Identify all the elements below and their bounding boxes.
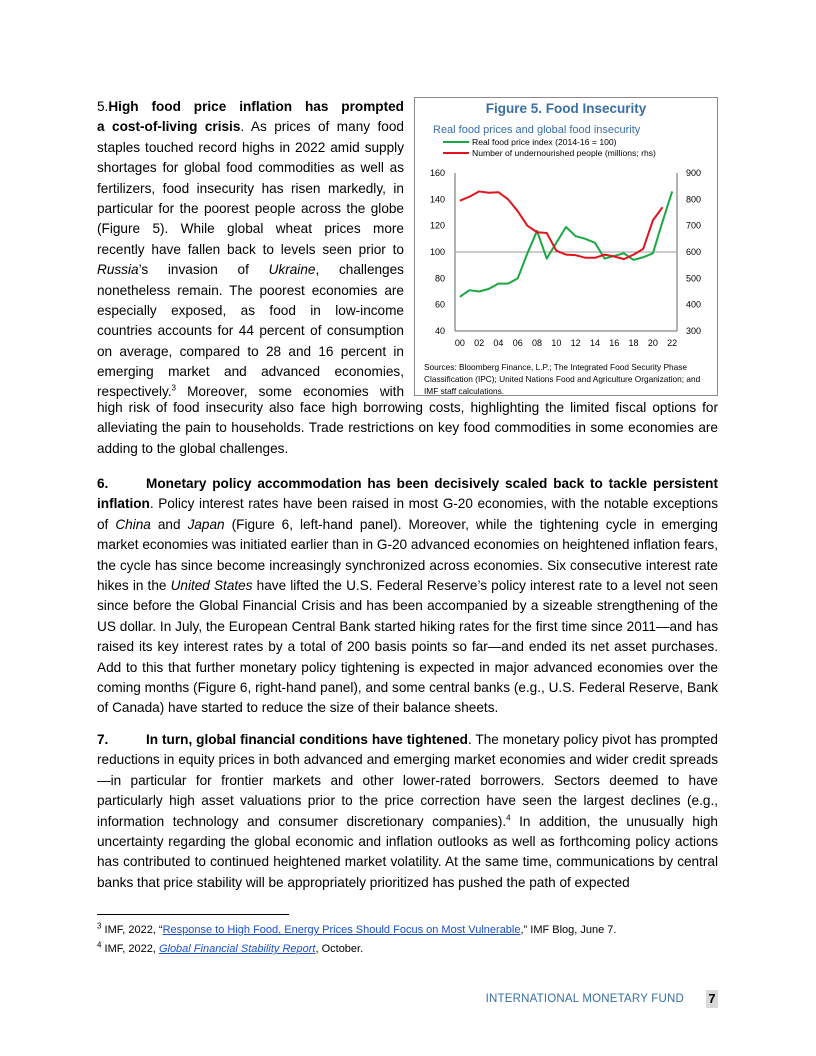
- undernourished-people-line: [460, 191, 663, 259]
- x-tick-label: 18: [628, 338, 639, 348]
- right-tick-label: 800: [685, 194, 701, 205]
- paragraph-5-line: countries accounts for 44 percent of consumption: [97, 323, 404, 339]
- x-tick-label: 22: [667, 338, 678, 348]
- x-tick-label: 00: [454, 338, 465, 348]
- footer-organization: INTERNATIONAL MONETARY FUND: [485, 993, 684, 1005]
- footnote-4: $^4$ IMF, 2022, Global Financial Stability Report, October.: [97, 940, 364, 955]
- right-tick-label: 600: [685, 247, 701, 257]
- paragraph-5-line: on average, compared to 28 and 16 percent in: [97, 343, 404, 359]
- left-tick-label: 140: [429, 194, 445, 205]
- food-insecurity-chart: [415, 138, 717, 363]
- x-tick-label: 12: [570, 338, 581, 348]
- paragraph-5-line: a cost-of-living crisis. As prices of many food: [97, 119, 404, 135]
- paragraph-5-line: shortages for global food commodities as well as: [97, 160, 404, 176]
- x-tick-label: 16: [609, 338, 620, 348]
- figure-title: Figure 5. Food Insecurity: [485, 101, 647, 116]
- paragraph-5-line: staples touched record highs in 2022 amid supply: [97, 139, 404, 155]
- paragraph-5-line: respectively.$^3$ Moreover, some economies with: [97, 383, 404, 400]
- x-tick-label: 04: [493, 338, 504, 348]
- x-tick-label: 20: [647, 338, 658, 348]
- left-tick-label: 100: [429, 247, 445, 257]
- footnote-number: 4: [97, 940, 102, 950]
- right-tick-label: 700: [685, 220, 701, 231]
- paragraph-number: 6.: [97, 476, 109, 491]
- figure-subtitle: Real food prices and global food insecurity: [433, 124, 641, 136]
- paragraph-5-line: especially exposed, as food in low-income: [97, 302, 404, 318]
- food-price-index-line: [460, 191, 672, 296]
- paragraph-5-line: fertilizers, food insecurity has risen markedly, in: [97, 180, 404, 196]
- x-tick-label: 02: [474, 338, 485, 348]
- paragraph-5-line: emerging market and advanced economies,: [97, 364, 404, 380]
- paragraph-number: 7.: [97, 732, 109, 747]
- footnote-link[interactable]: Global Financial Stability Report: [158, 943, 316, 955]
- paragraph-5-line: Russia’s invasion of Ukraine, challenges: [97, 262, 404, 278]
- left-tick-label: 120: [429, 220, 445, 231]
- right-tick-label: 400: [685, 299, 701, 310]
- right-tick-label: 500: [685, 273, 701, 284]
- footnote-3: $^3$ IMF, 2022, “Response to High Food, Energy Prices Should Focus on Most Vulnerable,” IMF Blog, June 7.: [97, 921, 617, 936]
- paragraph-lead: In turn, global financial conditions have tightened: [146, 732, 468, 747]
- left-tick-label: 160: [429, 168, 445, 178]
- footnote-separator: [97, 914, 289, 915]
- paragraph-lead: Monetary policy accommodation has been decisively scaled back to tackle persistent inflation: [97, 476, 718, 512]
- x-tick-label: 10: [551, 338, 562, 348]
- paragraph-number: 5.: [97, 99, 109, 114]
- paragraph-5-line: nonetheless remain. The poorest economies are: [97, 282, 404, 298]
- left-tick-label: 40: [434, 326, 445, 336]
- paragraph-5-line: (Figure 5). While global wheat prices more: [97, 221, 404, 237]
- footnote-number: 3: [97, 921, 102, 931]
- figure-5: [414, 97, 718, 396]
- page-number: 7: [706, 990, 718, 1008]
- legend-label: Real food price index (2014-16 = 100): [472, 138, 617, 147]
- paragraph-6: 6. Monetary policy accommodation has been decisively scaled back to tackle persistent inflation. Policy interest rates have been raised in most G-20 economies, with the notable exceptions of China and Japan (Figure 6, left-hand panel). Moreover, while the tightening cycle in emerging market economies was initiated earlier than in G-20 advanced economies on heightened inflation fears, the cycle has since become increasingly synchronized across economies. Six consecutive interest rate hikes in the United States have lifted the U.S. Federal Reserve’s policy interest rate to a level not seen since before the Global Financial Crisis and has been accompanied by a sizeable strengthening of the US dollar. In July, the European Central Bank started hiking rates for the first time since 2011—and has raised its key interest rates by a total of 200 basis points so far—and ended its net asset purchases. Add to this that further monetary policy tightening is expected in major advanced economies over the coming months (Figure 6, right-hand panel), and some central banks (e.g., U.S. Federal Reserve, Bank of Canada) have started to reduce the size of their balance sheets.: [97, 476, 718, 716]
- paragraph-5-continued: high risk of food insecurity also face high borrowing costs, highlighting the limited fiscal options for alleviating the pain to households. Trade restrictions on key food commodities in some economies are adding to the global challenges.: [97, 400, 718, 456]
- paragraph-5-line: particular for the poorest people across the globe: [97, 200, 404, 216]
- x-tick-label: 14: [589, 338, 600, 348]
- right-tick-label: 900: [685, 168, 701, 178]
- x-tick-label: 08: [532, 338, 543, 348]
- paragraph-5-line: recently have fallen back to levels seen prior to: [97, 241, 404, 257]
- paragraph-5-line: 5.High food price inflation has prompted: [97, 99, 404, 114]
- figure-source: Sources: Bloomberg Finance, L.P.; The Integrated Food Security Phase Classification (IPC); United Nations Food and Agriculture Organization; and IMF staff calculations.: [424, 362, 701, 396]
- x-tick-label: 06: [512, 338, 523, 348]
- right-tick-label: 300: [685, 326, 701, 336]
- footnote-link[interactable]: Response to High Food, Energy Prices Should Focus on Most Vulnerable: [162, 924, 521, 936]
- left-tick-label: 80: [434, 273, 445, 284]
- paragraph-7: 7. In turn, global financial conditions have tightened. The monetary policy pivot has prompted reductions in equity prices in both advanced and emerging market economies and wider credit spreads—in particular for frontier markets and other lower-rated borrowers. Sectors deemed to have particularly high asset valuations prior to the price correction have seen the largest declines (e.g., information technology and consumer discretionary companies).$^4$ In addition, the unusually high uncertainty regarding the global economic and inflation outlooks as well as forthcoming policy actions has contributed to continued heightened market volatility. At the same time, communications by central banks that price stability will be appropriately prioritized has pushed the path of expected: [97, 732, 718, 890]
- paragraph-5: [97, 97, 404, 403]
- left-tick-label: 60: [434, 299, 445, 310]
- legend-label: Number of undernourished people (millions; rhs): [472, 148, 656, 158]
